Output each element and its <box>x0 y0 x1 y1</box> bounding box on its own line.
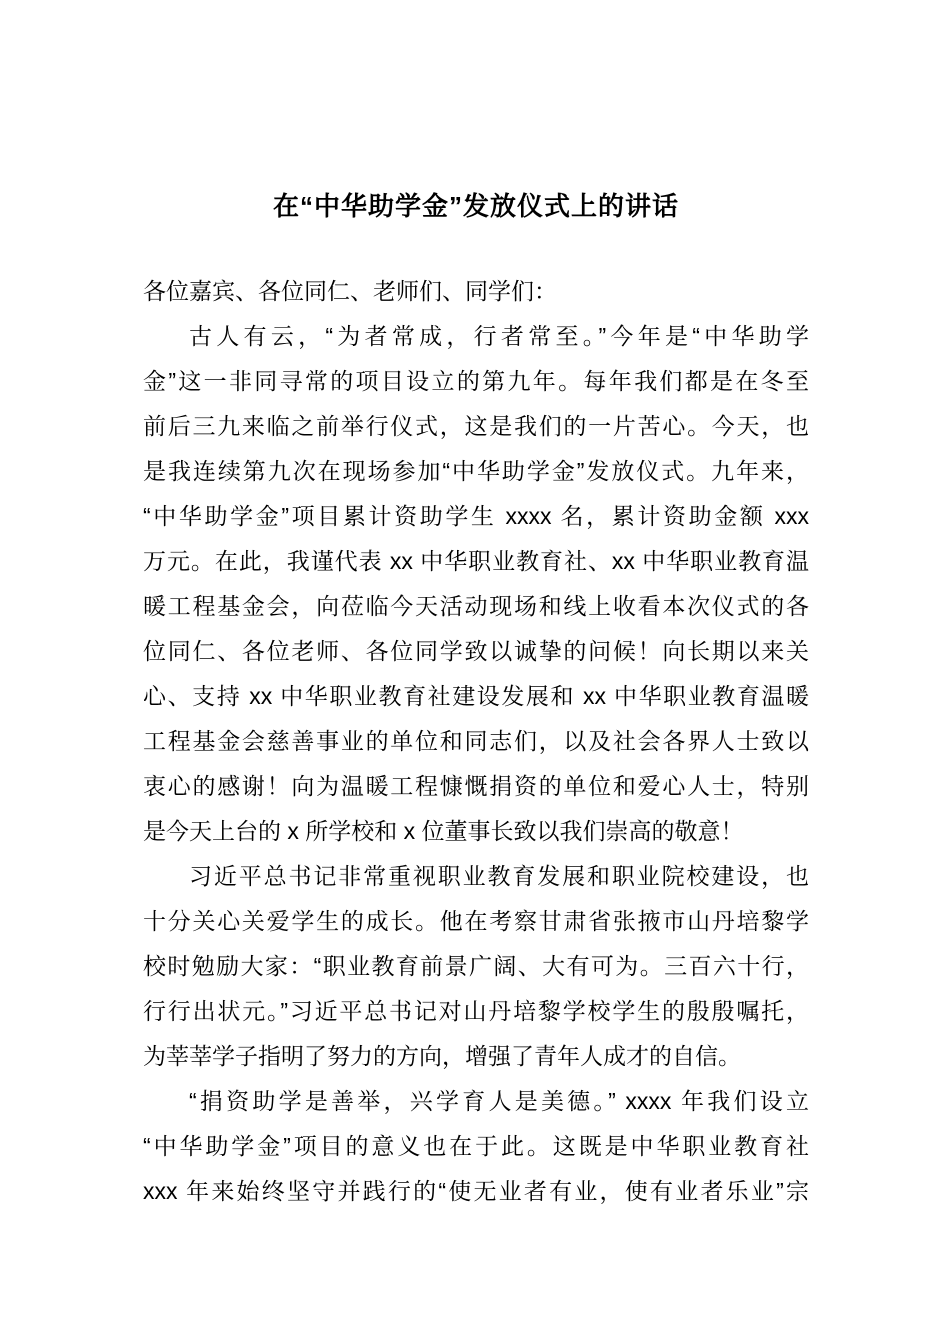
document-title: 在“中华助学金”发放仪式上的讲话 <box>272 191 679 221</box>
text-line: 衷心的感谢！向为温暖工程慷慨捐资的单位和爱心人士，特别 <box>143 773 809 799</box>
text-line: “中华助学金”项目累计资助学生 xxxx 名，累计资助金额 xxx <box>143 503 809 529</box>
text-line: 是今天上台的 x 所学校和 x 位董事长致以我们崇高的敬意！ <box>143 818 744 844</box>
text-line: 位同仁、各位老师、各位同学致以诚挚的问候！向长期以来关 <box>143 638 809 664</box>
text-line: 前后三九来临之前举行仪式，这是我们的一片苦心。今天，也 <box>143 413 809 439</box>
text-line: 为莘莘学子指明了努力的方向，增强了青年人成才的自信。 <box>143 1043 741 1069</box>
text-line: 古人有云，“为者常成，行者常至。”今年是“中华助学 <box>189 323 809 349</box>
text-line: 心、支持 xx 中华职业教育社建设发展和 xx 中华职业教育温暖 <box>143 683 809 709</box>
text-line: 万元。在此，我谨代表 xx 中华职业教育社、xx 中华职业教育温 <box>143 548 809 574</box>
text-line: 习近平总书记非常重视职业教育发展和职业院校建设，也 <box>189 863 809 889</box>
text-line: 金”这一非同寻常的项目设立的第九年。每年我们都是在冬至 <box>143 368 809 394</box>
text-line: 十分关心关爱学生的成长。他在考察甘肃省张掖市山丹培黎学 <box>143 908 809 934</box>
text-line: 行行出状元。”习近平总书记对山丹培黎学校学生的殷殷嘱托， <box>143 998 809 1024</box>
text-line: “中华助学金”项目的意义也在于此。这既是中华职业教育社 <box>143 1133 809 1159</box>
salutation-line: 各位嘉宾、各位同仁、老师们、同学们： <box>143 278 557 304</box>
text-line: 校时勉励大家：“职业教育前景广阔、大有可为。三百六十行， <box>143 953 809 979</box>
text-line: xxx 年来始终坚守并践行的“使无业者有业，使有业者乐业”宗 <box>143 1178 809 1204</box>
text-line: 是我连续第九次在现场参加“中华助学金”发放仪式。九年来， <box>143 458 809 484</box>
text-line: 暖工程基金会，向莅临今天活动现场和线上收看本次仪式的各 <box>143 593 809 619</box>
document-body <box>143 269 809 1214</box>
text-line: 工程基金会慈善事业的单位和同志们，以及社会各界人士致以 <box>143 728 809 754</box>
text-line: “捐资助学是善举，兴学育人是美德。” xxxx 年我们设立 <box>189 1088 809 1114</box>
